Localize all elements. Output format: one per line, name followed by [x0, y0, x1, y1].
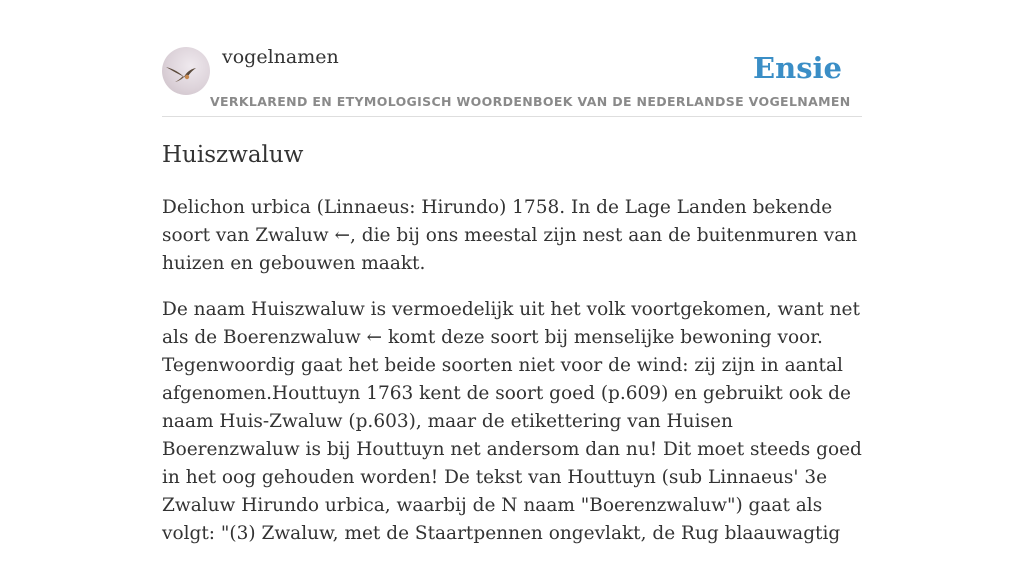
paragraph-text: , die bij ons meestal zijn nest aan de buitenmuren van huizen en gebouwen maakt. — [162, 225, 858, 274]
paragraph-text: De naam Huiszwaluw is vermoedelijk uit het volk voortgekomen, want net als de Boerenzwaluw — [162, 299, 860, 348]
site-name-link[interactable]: vogelnamen — [222, 46, 339, 68]
avatar[interactable] — [162, 47, 210, 95]
paragraph-text: Delichon urbica (Linnaeus: Hirundo) 1758. In de Lage Landen bekende soort van Zwaluw — [162, 197, 833, 246]
entry-content — [162, 140, 862, 566]
entry-title: Huiszwaluw — [162, 142, 304, 168]
boerenzwaluw-reference-arrow-icon[interactable]: ← — [366, 327, 383, 348]
site-header — [162, 0, 862, 117]
ensie-logo-link[interactable]: Ensie — [753, 51, 842, 85]
entry-paragraph-1 — [162, 194, 862, 278]
site-subtitle: VERKLAREND EN ETYMOLOGISCH WOORDENBOEK VAN DE NEDERLANDSE VOGELNAMEN — [210, 94, 851, 109]
swallow-icon — [162, 47, 210, 95]
entry-paragraph-2 — [162, 296, 862, 548]
paragraph-text: komt deze soort bij menselijke bewoning voor. Tegenwoordig gaat het beide soorten niet voor de wind: zij zijn in aantal afgenomen.Houttuyn 1763 kent de soort goed (p.609) en gebruikt ook de naam Huis-Zwaluw (p.603), maar de etikettering van Huisen Boerenzwaluw is bij Houttuyn net andersom dan nu! Dit moet steeds goed in het oog gehouden worden! De tekst van Houttuyn (sub Linnaeus' 3e Zwaluw Hirundo urbica, waarbij de N naam "Boerenzwaluw") gaat als volgt: "(3) Zwaluw, met de Staartpennen ongevlakt, de Rug blaauwagtig — [162, 327, 862, 544]
zwaluw-reference-arrow-icon[interactable]: ← — [334, 225, 350, 246]
